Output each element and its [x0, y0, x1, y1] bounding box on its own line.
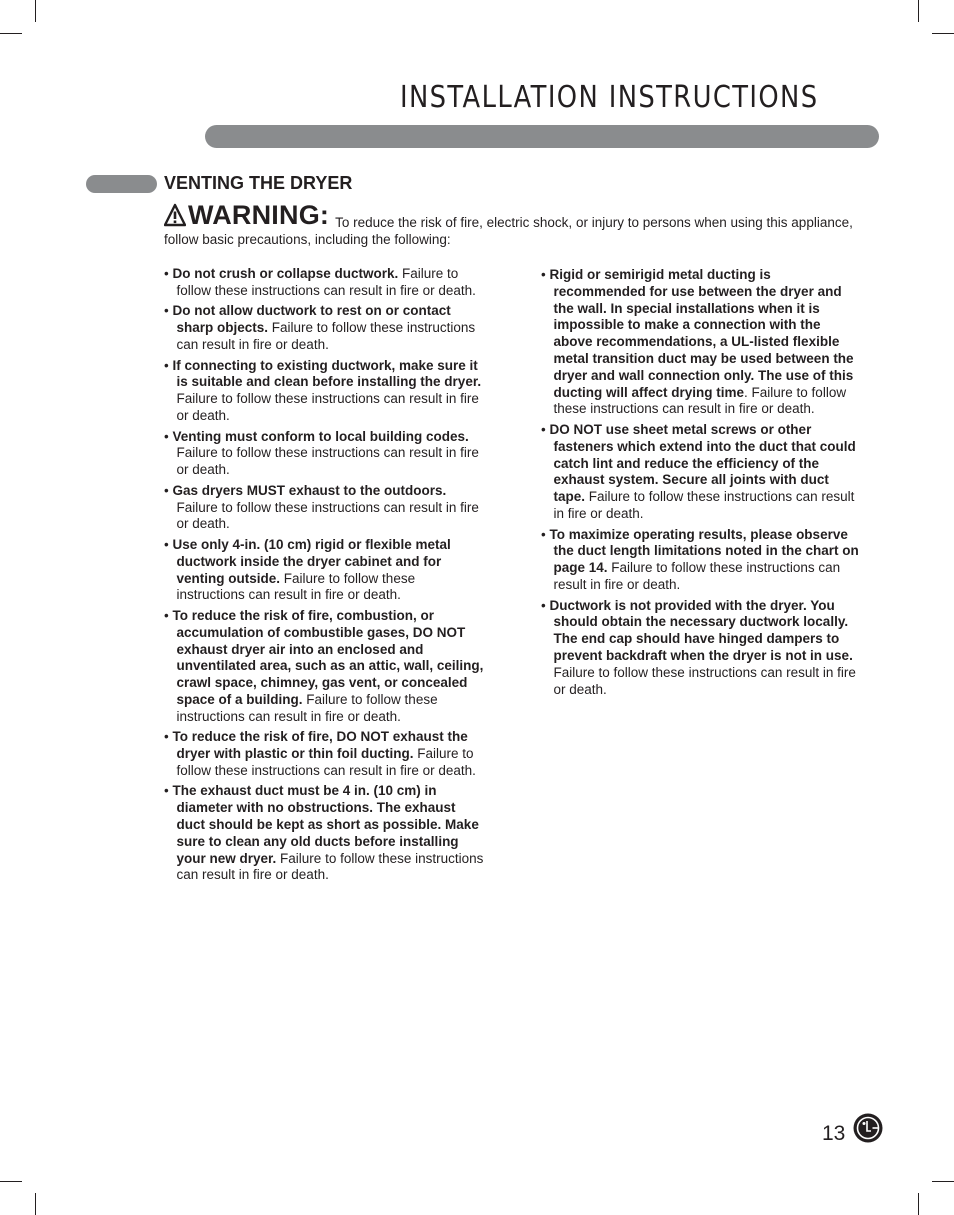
bullet-normal-text: Failure to follow these instructions can result in fire or death. — [176, 499, 479, 532]
bullet-marker: • — [164, 357, 173, 373]
page-number: 13 — [822, 1122, 846, 1145]
bullet-normal-text: Failure to follow these instructions can result in fire or death. — [553, 664, 856, 697]
bullet-marker: • — [541, 267, 550, 282]
bullet-item — [164, 608, 484, 726]
warning-label: WARNING: — [188, 200, 330, 230]
bullet-bold-text: To reduce the risk of fire, DO NOT exhaust the dryer with plastic or thin foil ducting. — [172, 729, 468, 762]
warning-text: To reduce the risk of fire, electric shock, or injury to persons when using this appliance, follow basic precautions, including the following: — [164, 215, 853, 247]
warning-block — [164, 200, 864, 248]
bullet-bold-text: If connecting to existing ductwork, make sure it is suitable and clean before installing the dryer. — [172, 357, 482, 390]
bullet-normal-text: Failure to follow these instructions can result in fire or death. — [553, 489, 855, 521]
bullet-bold-text: Use only 4-in. (10 cm) rigid or flexible metal ductwork inside the dryer cabinet and for venting outside. — [172, 536, 451, 586]
bullet-normal-text: Failure to follow these instructions can result in fire or death. — [176, 266, 476, 298]
bullet-item — [164, 483, 484, 533]
crop-mark — [0, 1181, 22, 1182]
bullet-marker: • — [541, 421, 550, 437]
bullet-normal-text: Failure to follow these instructions can result in fire or death. — [176, 391, 479, 423]
page-title: INSTALLATION INSTRUCTIONS — [400, 80, 819, 115]
warning-triangle-icon — [164, 203, 186, 227]
bullet-marker: • — [164, 303, 173, 319]
bullet-item — [541, 527, 861, 594]
bullet-marker: • — [164, 536, 173, 552]
bullet-normal-text: . Failure to follow these instructions can result in fire or death. — [553, 384, 847, 417]
bullet-item — [164, 266, 484, 300]
crop-mark — [918, 1193, 919, 1215]
section-marker — [86, 175, 157, 193]
bullet-marker: • — [164, 783, 173, 799]
bullet-marker: • — [164, 482, 173, 498]
bullet-bold-text: To reduce the risk of fire, combustion, or accumulation of combustible gases, DO NOT exhaust dryer air into an enclosed and unventilated area, such as an attic, wall, ceiling, crawl space, chimney, gas vent, or concealed space of a building. — [172, 607, 484, 707]
bullet-normal-text: Failure to follow these instructions can result in fire or death. — [176, 850, 484, 883]
crop-mark — [932, 1181, 954, 1182]
bullet-marker: • — [541, 526, 550, 542]
crop-mark — [35, 0, 36, 22]
bullet-item — [164, 783, 484, 884]
crop-mark — [918, 0, 919, 22]
bullet-bold-text: Do not allow ductwork to rest on or contact sharp objects. — [172, 303, 451, 336]
bullet-marker: • — [164, 729, 173, 745]
bullet-normal-text: Failure to follow these instructions can result in fire or death. — [176, 320, 476, 352]
bullet-marker: • — [164, 266, 173, 281]
right-column — [541, 267, 861, 702]
title-bar — [205, 125, 879, 148]
bullet-bold-text: Venting must conform to local building codes. — [172, 428, 469, 444]
bullet-bold-text: To maximize operating results, please observe the duct length limitations noted in the chart on page 14. — [549, 526, 859, 576]
bullet-normal-text: Failure to follow these instructions can result in fire or death. — [176, 746, 476, 778]
lg-logo-icon — [853, 1113, 883, 1143]
bullet-normal-text: Failure to follow these instructions can result in fire or death. — [176, 570, 416, 603]
left-column — [164, 266, 484, 888]
bullet-item — [541, 267, 861, 418]
crop-mark — [932, 33, 954, 34]
bullet-bold-text: The exhaust duct must be 4 in. (10 cm) in diameter with no obstructions. The exhaust duct should be kept as short as possible. Make sure to clean any old ducts before installing your new dryer. — [172, 783, 479, 866]
bullet-item — [164, 358, 484, 425]
bullet-normal-text: Failure to follow these instructions can result in fire or death. — [176, 445, 479, 478]
bullet-item — [164, 537, 484, 604]
bullet-bold-text: Gas dryers MUST exhaust to the outdoors. — [172, 482, 447, 498]
bullet-bold-text: DO NOT use sheet metal screws or other fasteners which extend into the duct that could catch lint and reduce the efficiency of the exhaust system. Secure all joints with duct tape. — [549, 421, 856, 505]
bullet-marker: • — [164, 428, 173, 444]
bullet-item — [164, 729, 484, 779]
bullet-marker: • — [541, 597, 550, 613]
bullet-bold-text: Do not crush or collapse ductwork. — [172, 266, 399, 281]
bullet-item — [541, 598, 861, 699]
bullet-item — [541, 422, 861, 523]
bullet-marker: • — [164, 607, 173, 623]
crop-mark — [35, 1193, 36, 1215]
bullet-bold-text: Rigid or semirigid metal ducting is recommended for use between the dryer and the wall. In special installations when it is impossible to make a connection with the above recommendations, a UL-listed flexible metal transition duct may be used between the dryer and wall connection only. The use of this ducting will affect drying time — [549, 267, 854, 400]
bullet-normal-text: Failure to follow these instructions can result in fire or death. — [553, 560, 841, 592]
crop-mark — [0, 33, 22, 34]
section-title: VENTING THE DRYER — [164, 173, 353, 193]
warning-heading — [164, 200, 330, 230]
bullet-item — [164, 303, 484, 353]
bullet-item — [164, 429, 484, 479]
bullet-normal-text: Failure to follow these instructions can result in fire or death. — [176, 691, 438, 724]
bullet-bold-text: Ductwork is not provided with the dryer. You should obtain the necessary ductwork locally. The end cap should have hinged dampers to prevent backdraft when the dryer is not in use. — [549, 597, 853, 663]
